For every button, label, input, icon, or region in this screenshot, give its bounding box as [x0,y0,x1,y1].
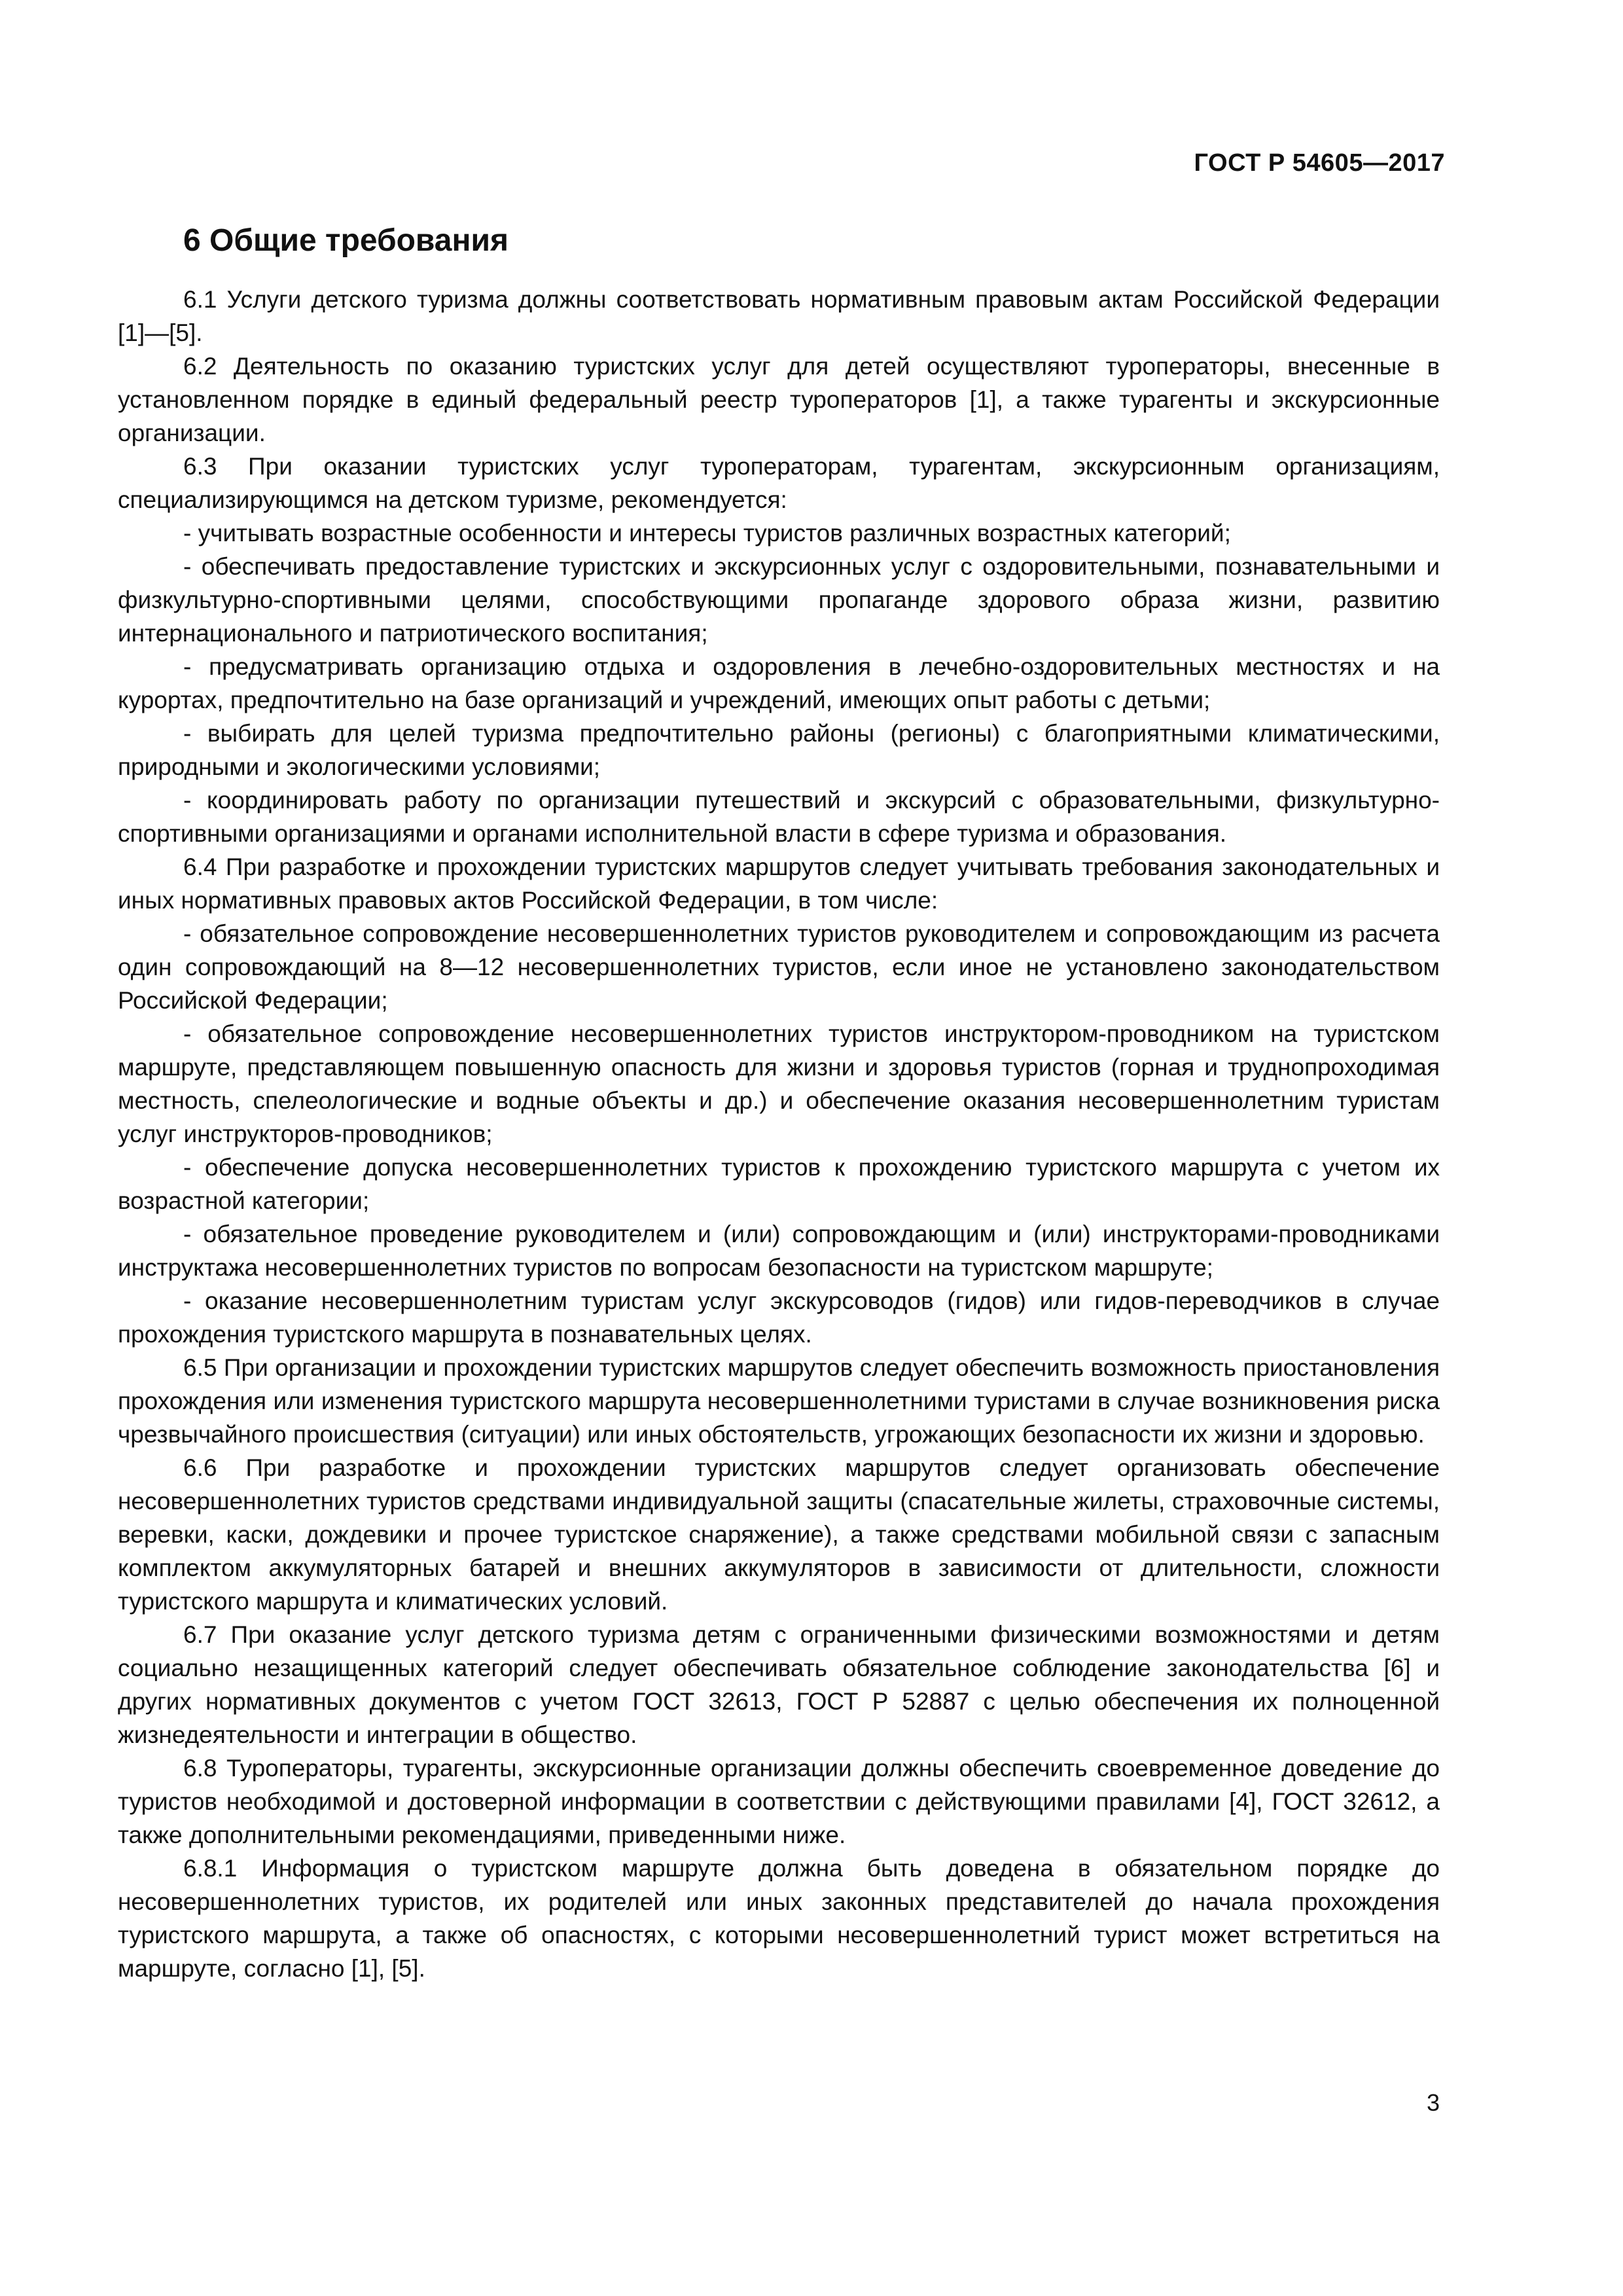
list-item: - выбирать для целей туризма предпочтительно районы (регионы) с благоприятными климатическими, природными и экологическими условиями; [118,720,1440,780]
paragraph-6-6: 6.6 При разработке и прохождении туристских маршрутов следует организовать обеспечение несовершеннолетних туристов средствами индивидуальной защиты (спасательные жилеты, страховочные системы, веревки, каски, дождевики и прочее туристское снаряжение), а также средствами мобильной связи с запасным комплектом аккумуляторных батарей и внешних аккумуляторов в зависимости от длительности, сложности туристского маршрута и климатических условий. [118,1454,1440,1615]
paragraph-6-1: 6.1 Услуги детского туризма должны соответствовать нормативным правовым актам Российской Федерации [1]—[5]. [118,286,1440,346]
list-item: - координировать работу по организации путешествий и экскурсий с образовательными, физкультурно-спортивными организациями и органами исполнительной власти в сфере туризма и образования. [118,787,1440,847]
list-item: - обеспечивать предоставление туристских и экскурсионных услуг с оздоровительными, познавательными и физкультурно-спортивными целями, способствующими пропаганде здорового образа жизни, развитию интернационального и патриотического воспитания; [118,553,1440,647]
paragraph-6-8: 6.8 Туроператоры, турагенты, экскурсионные организации должны обеспечить своевременное доведение до туристов необходимой и достоверной информации в соответствии с действующими правилами [4], ГОСТ 32612, а также дополнительными рекомендациями, приведенными ниже. [118,1755,1440,1848]
document-designation: ГОСТ Р 54605—2017 [1194,149,1445,177]
paragraph-6-4: 6.4 При разработке и прохождении туристских маршрутов следует учитывать требования законодательных и иных нормативных правовых актов Российской Федерации, в том числе: [118,853,1440,914]
document-body [118,283,1440,1985]
list-item: - учитывать возрастные особенности и интересы туристов различных возрастных категорий; [183,520,1231,547]
paragraph-6-2: 6.2 Деятельность по оказанию туристских услуг для детей осуществляют туроператоры, внесенные в установленном порядке в единый федеральный реестр туроператоров [1], а также турагенты и экскурсионные организации. [118,353,1440,446]
paragraph-6-3: 6.3 При оказании туристских услуг туроператорам, турагентам, экскурсионным организациям, специализирующимся на детском туризме, рекомендуется: [118,453,1440,513]
list-item: - обязательное сопровождение несовершеннолетних туристов инструктором-проводником на туристском маршруте, представляющем повышенную опасность для жизни и здоровья туристов (горная и труднопроходимая местность, спелеологические и водные объекты и др.) и обеспечение оказания несовершеннолетним туристам услуг инструкторов-проводников; [118,1020,1440,1147]
page-number: 3 [1426,2089,1440,2116]
paragraph-6-7: 6.7 При оказание услуг детского туризма детям с ограниченными физическими возможностями и детям социально незащищенных категорий следует обеспечивать обязательное соблюдение законодательства [6] и других нормативных документов с учетом ГОСТ 32613, ГОСТ Р 52887 с целью обеспечения их полноценной жизнедеятельности и интеграции в общество. [118,1621,1440,1748]
list-item: - обязательное сопровождение несовершеннолетних туристов руководителем и сопровождающим из расчета один сопровождающий на 8—12 несовершеннолетних туристов, если иное не установлено законодательством Российской Федерации; [118,920,1440,1014]
list-item: - оказание несовершеннолетним туристам услуг экскурсоводов (гидов) или гидов-переводчиков в случае прохождения туристского маршрута в познавательных целях. [118,1287,1440,1348]
paragraph-6-8-1: 6.8.1 Информация о туристском маршруте должна быть доведена в обязательном порядке до несовершеннолетних туристов, их родителей или иных законных представителей до начала прохождения туристского маршрута, а также об опасностях, с которыми несовершеннолетний турист может встретиться на маршруте, согласно [1], [5]. [118,1855,1440,1982]
list-item: - обеспечение допуска несовершеннолетних туристов к прохождению туристского маршрута с учетом их возрастной категории; [118,1154,1440,1214]
list-item: - обязательное проведение руководителем и (или) сопровождающим и (или) инструкторами-проводниками инструктажа несовершеннолетних туристов по вопросам безопасности на туристском маршруте; [118,1221,1440,1281]
list-item: - предусматривать организацию отдыха и оздоровления в лечебно-оздоровительных местностях и на курортах, предпочтительно на базе организаций и учреждений, имеющих опыт работы с детьми; [118,653,1440,713]
section-title: 6 Общие требования [183,223,508,258]
paragraph-6-5: 6.5 При организации и прохождении туристских маршрутов следует обеспечить возможность приостановления прохождения или изменения туристского маршрута несовершеннолетними туристами в случае возникновения риска чрезвычайного происшествия (ситуации) или иных обстоятельств, угрожающих безопасности их жизни и здоровью. [118,1354,1440,1448]
